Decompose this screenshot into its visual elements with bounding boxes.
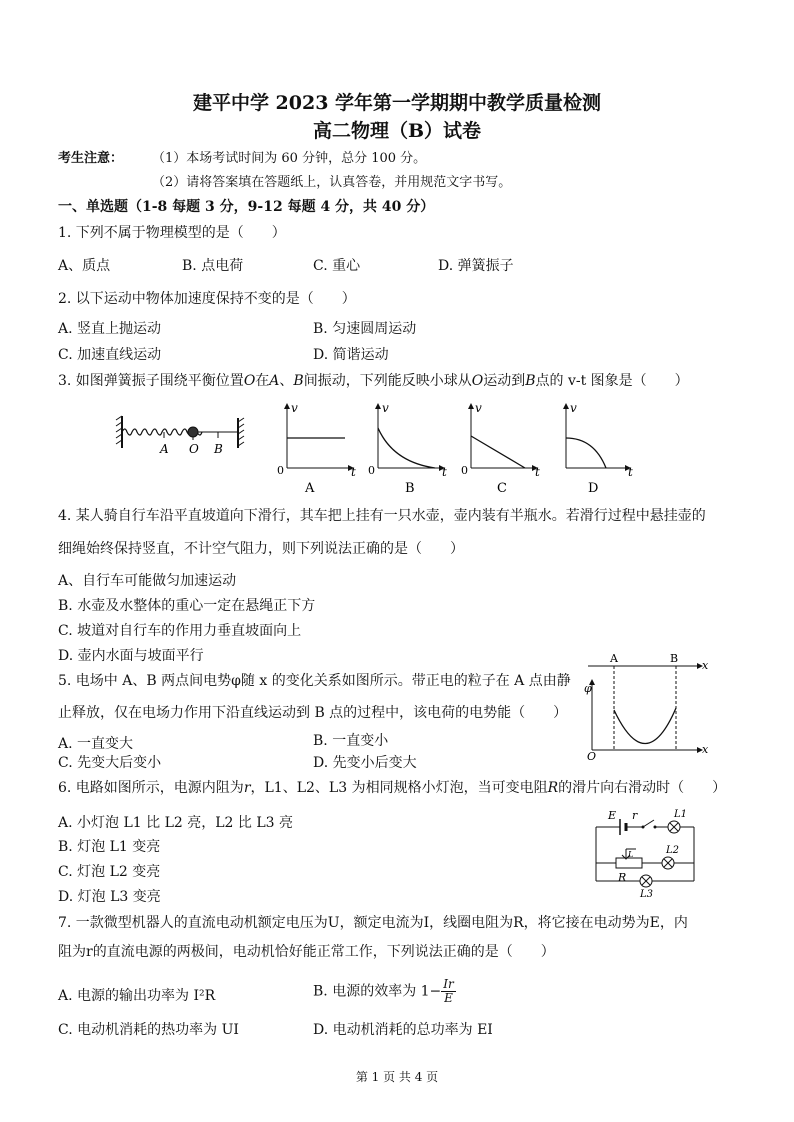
svg-text:E: E [608, 809, 617, 822]
q2-stem: 2. 以下运动中物体加速度保持不变的是（ ） [58, 291, 356, 307]
q5-stem-line-2: 止释放，仅在电场力作用下沿直线运动到 B 点的过程中，该电荷的电势能（ ） [58, 705, 568, 721]
vt-graph-d [558, 398, 648, 498]
q6-option-c: C. 灯泡 L2 变亮 [58, 864, 161, 880]
svg-text:x: x [702, 659, 709, 672]
svg-text:φ: φ [584, 682, 592, 695]
svg-text:r: r [632, 809, 638, 822]
q2-option-c: C. 加速直线运动 [58, 347, 162, 363]
q3-stem: 3. 如图弹簧振子围绕平衡位置O在A、B间振动，下列能反映小球从O运动到B点的 v-t 图象是（ ） [58, 373, 689, 389]
svg-text:O: O [587, 750, 597, 760]
svg-text:v: v [570, 401, 577, 415]
q4-option-c: C. 坡道对自行车的作用力垂直坡面向上 [58, 623, 302, 639]
q5-option-c: C. 先变大后变小 [58, 755, 162, 771]
q7-option-a: A. 电源的输出功率为 I²R [58, 988, 216, 1004]
spring-label-a: A [160, 442, 169, 456]
notice-line-2: （2）请将答案填在答题纸上，认真答卷，并用规范文字书写。 [152, 175, 512, 190]
svg-text:L: L [628, 850, 634, 859]
q2-option-d: D. 简谐运动 [313, 347, 389, 363]
q1-option-c: C. 重心 [313, 258, 361, 274]
q4-option-a: A、自行车可能做匀加速运动 [58, 573, 237, 589]
section-heading: 一、单选题（1-8 每题 3 分，9-12 每题 4 分，共 40 分） [58, 199, 435, 215]
q6-stem: 6. 电路如图所示，电源内阻为r，L1、L2、L3 为相同规格小灯泡，当可变电阻R的滑片向右滑动时（ ） [58, 780, 727, 796]
svg-text:B: B [670, 652, 679, 665]
svg-text:L2: L2 [666, 845, 680, 856]
page-title: 建平中学 2023 学年第一学期期中教学质量检测 [192, 92, 602, 114]
q7-option-b: B. 电源的效率为 1− $\frac{Ir}{E}$ [313, 977, 454, 1005]
q4-option-d: D. 壶内水面与坡面平行 [58, 648, 204, 664]
q7-stem-line-2: 阻为r的直流电源的两极间，电动机恰好能正常工作，下列说法正确的是（ ） [58, 944, 555, 960]
vt-graph-a [277, 401, 356, 496]
q5-stem-line-1: 5. 电场中 A、B 两点间电势φ随 x 的变化关系如图所示。带正电的粒子在 A 点由静 [58, 673, 571, 689]
svg-text:L3: L3 [640, 889, 654, 900]
q6-option-a: A. 小灯泡 L1 比 L2 亮，L2 比 L3 亮 [58, 815, 293, 831]
spring-oscillator-figure [112, 408, 252, 458]
q1-stem: 1. 下列不属于物理模型的是（ ） [58, 225, 286, 241]
circuit-figure [586, 805, 706, 900]
q4-stem-line-1: 4. 某人骑自行车沿平直坡道向下滑行，其车把上挂有一只水壶，壶内装有半瓶水。若滑行过程中悬挂壶的 [58, 508, 706, 524]
q5-option-d: D. 先变小后变大 [313, 755, 417, 771]
q7-option-d: D. 电动机消耗的总功率为 EI [313, 1022, 493, 1038]
svg-text:L1: L1 [674, 809, 688, 820]
svg-text:v: v [475, 401, 482, 415]
q2-option-b: B. 匀速圆周运动 [313, 321, 417, 337]
q1-option-b: B. 点电荷 [182, 258, 244, 274]
spring-label-b: B [214, 442, 223, 456]
svg-text:0: 0 [461, 464, 468, 477]
vt-graph-a-label: A [305, 481, 315, 496]
notice-line-1: （1）本场考试时间为 60 分钟，总分 100 分。 [152, 151, 427, 166]
q6-option-d: D. 灯泡 L3 变亮 [58, 889, 161, 905]
q1-option-d: D. 弹簧振子 [438, 258, 514, 274]
q4-stem-line-2: 细绳始终保持竖直，不计空气阻力，则下列说法正确的是（ ） [58, 541, 464, 557]
svg-text:v: v [291, 401, 298, 415]
svg-text:t: t [535, 465, 540, 479]
q7-stem-line-1: 7. 一款微型机器人的直流电动机额定电压为U，额定电流为I，线圈电阻为R，将它接在电动势为E，内 [58, 915, 688, 931]
svg-text:v: v [382, 401, 389, 415]
q5-option-b: B. 一直变小 [313, 733, 389, 749]
q4-option-b: B. 水壶及水整体的重心一定在悬绳正下方 [58, 598, 316, 614]
q2-option-a: A. 竖直上抛运动 [58, 321, 162, 337]
svg-text:t: t [351, 465, 356, 479]
vt-graph-b-label: B [405, 481, 415, 496]
q7-option-c: C. 电动机消耗的热功率为 UI [58, 1022, 239, 1038]
vt-graph-c [461, 401, 540, 496]
svg-text:R: R [618, 871, 627, 884]
notice-label: 考生注意： [58, 151, 124, 166]
svg-text:t: t [442, 465, 447, 479]
svg-text:0: 0 [277, 464, 284, 477]
vt-graph-b [368, 401, 447, 496]
q1-option-a: A、质点 [58, 258, 111, 274]
svg-text:0: 0 [368, 464, 375, 477]
svg-text:t: t [628, 465, 633, 479]
svg-text:A: A [610, 652, 618, 665]
vt-graph-d-label: D [588, 481, 599, 496]
q5-option-a: A. 一直变大 [58, 736, 134, 752]
vt-graph-c-label: C [497, 481, 507, 496]
svg-text:x: x [702, 743, 709, 756]
page-number: 第 1 页 共 4 页 [355, 1070, 439, 1084]
page-subtitle: 高二物理（B）试卷 [312, 120, 482, 142]
potential-figure [584, 650, 714, 760]
spring-label-o: O [189, 442, 199, 456]
vt-graphs [275, 398, 565, 498]
q6-option-b: B. 灯泡 L1 变亮 [58, 839, 161, 855]
